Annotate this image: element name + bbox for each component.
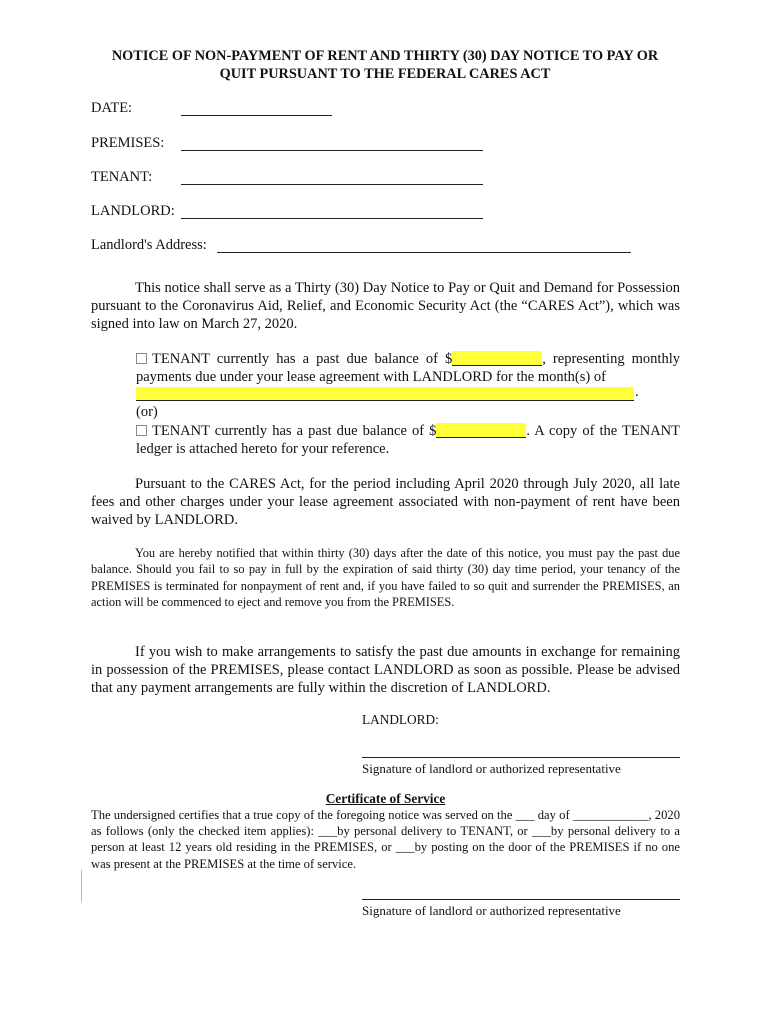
certificate-signature-line[interactable] bbox=[362, 899, 680, 900]
landlord-label: LANDLORD: bbox=[91, 203, 175, 219]
certificate-body: The undersigned certifies that a true copy of the foregoing notice was served on the ___ day of ____________, 2020 as follows (only the checked item applies): ___by personal delivery to TENANT, or ___by personal delivery to a person at least 12 years old residing in the PREMISES, or ___by posting on the door of the PREMISES if no one was present at the PREMISES at the time of service. bbox=[91, 808, 680, 871]
option-1 bbox=[136, 350, 680, 386]
or-label: (or) bbox=[136, 404, 158, 420]
option-1-end: . bbox=[635, 384, 639, 400]
option-2-checkbox[interactable] bbox=[136, 425, 147, 436]
premises-label: PREMISES: bbox=[91, 135, 165, 151]
certificate-signature-caption: Signature of landlord or authorized representative bbox=[362, 903, 621, 918]
date-label: DATE: bbox=[91, 100, 133, 116]
tenant-field[interactable] bbox=[181, 184, 483, 185]
title-line-1: NOTICE OF NON-PAYMENT OF RENT AND THIRTY (30) DAY NOTICE TO PAY OR bbox=[111, 48, 659, 64]
landlord-address-label: Landlord's Address: bbox=[91, 237, 207, 253]
certificate-title: Certificate of Service bbox=[325, 791, 446, 806]
option-1-text-b: , representing monthly payments due under your lease agreement with LANDLORD for the month(s) of bbox=[136, 351, 680, 386]
title-line-2: QUIT PURSUANT TO THE FEDERAL CARES ACT bbox=[219, 66, 551, 82]
landlord-field[interactable] bbox=[181, 218, 483, 219]
balance-amount-field-1[interactable] bbox=[452, 351, 542, 366]
notice-paragraph: You are hereby notified that within thirty (30) days after the date of this notice, you must pay the past due balance. Should you fail to so pay in full by the expiration of said thirty (30) day time period, your tenancy of the PREMISES is terminated for nonpayment of rent and, if you have failed to so quit and surrender the PREMISES, an action will be commenced to eject and remove you from the PREMISES. bbox=[91, 546, 680, 609]
option-2-text-b: . A copy of the TENANT ledger is attached hereto for your reference. bbox=[136, 423, 681, 458]
option-2 bbox=[136, 422, 680, 458]
landlord-sign-label: LANDLORD: bbox=[362, 712, 439, 727]
landlord-address-field[interactable] bbox=[217, 252, 631, 253]
tenant-label: TENANT: bbox=[91, 169, 153, 185]
balance-amount-field-2[interactable] bbox=[436, 423, 526, 438]
margin-mark bbox=[81, 870, 82, 902]
months-field[interactable] bbox=[136, 387, 634, 401]
date-field[interactable] bbox=[181, 115, 332, 116]
landlord-signature-caption: Signature of landlord or authorized representative bbox=[362, 761, 621, 776]
landlord-signature-line[interactable] bbox=[362, 757, 680, 758]
option-1-text-a: TENANT currently has a past due balance of $ bbox=[152, 351, 453, 367]
notice-title bbox=[60, 47, 710, 83]
option-1-checkbox[interactable] bbox=[136, 353, 147, 364]
premises-field[interactable] bbox=[181, 150, 483, 151]
cares-paragraph: Pursuant to the CARES Act, for the period including April 2020 through July 2020, all late fees and other charges under your lease agreement associated with non-payment of rent have been waived by LANDLORD. bbox=[91, 476, 680, 529]
arrangements-paragraph: If you wish to make arrangements to satisfy the past due amounts in exchange for remaining in possession of the PREMISES, please contact LANDLORD as soon as possible. Please be advised that any payment arrangements are fully within the discretion of LANDLORD. bbox=[91, 644, 680, 697]
intro-paragraph: This notice shall serve as a Thirty (30) Day Notice to Pay or Quit and Demand for Possession pursuant to the Coronavirus Aid, Relief, and Economic Security Act (the “CARES Act”), which was signed into law on March 27, 2020. bbox=[91, 280, 680, 333]
option-2-text-a: TENANT currently has a past due balance of $ bbox=[152, 423, 437, 439]
